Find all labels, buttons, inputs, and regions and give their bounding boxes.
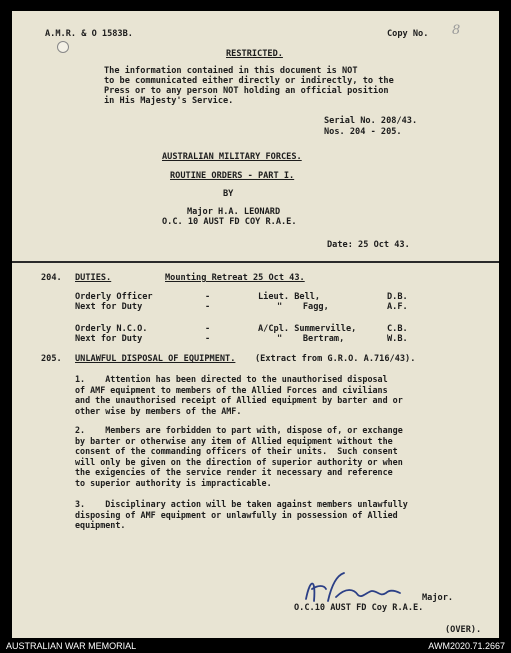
order-reference: (Extract from G.R.O. A.716/43). xyxy=(255,354,416,364)
duty-sep: - xyxy=(205,334,211,344)
issuer-name: Major H.A. LEONARD xyxy=(187,207,281,217)
issuer-unit: O.C. 10 AUST FD COY R.A.E. xyxy=(162,217,297,227)
duty-role: Orderly Officer xyxy=(75,292,153,302)
copy-label: Copy No. xyxy=(387,29,429,39)
order-number-205: 205. xyxy=(41,354,62,364)
duty-coy: A.F. xyxy=(387,302,408,312)
duty-coy: W.B. xyxy=(387,334,408,344)
over-marker: (OVER). xyxy=(445,625,482,635)
copy-number: 8 xyxy=(452,23,461,38)
duty-name: " Fagg, xyxy=(277,302,329,312)
serial-number: Serial No. 208/43. xyxy=(324,116,418,126)
forces-title: AUSTRALIAN MILITARY FORCES. xyxy=(162,152,302,162)
form-reference: A.M.R. & O 1583B. xyxy=(45,29,133,39)
order-number-204: 204. xyxy=(41,273,62,283)
order-numbers: Nos. 204 - 205. xyxy=(324,127,402,137)
duty-sep: - xyxy=(205,292,211,302)
footer-accession-number: AWM2020.71.2667 xyxy=(428,641,505,651)
paragraph-1: 1. Attention has been directed to the unauthorised disposal of AMF equipment to members of the Allied Forces and civilians and the unauthorised receipt of Allied equipment by barter and or other wise by members of the AMF. xyxy=(75,374,403,416)
duty-sep: - xyxy=(205,324,211,334)
duty-role: Next for Duty xyxy=(75,302,143,312)
duty-coy: D.B. xyxy=(387,292,408,302)
notice-line-2: to be communicated either directly or indirectly, to the xyxy=(104,76,394,86)
divider-line xyxy=(12,261,499,263)
notice-line-3: Press or to any person NOT holding an official position xyxy=(104,86,389,96)
orders-title: ROUTINE ORDERS - PART I. xyxy=(170,171,295,181)
order-heading-equipment: UNLAWFUL DISPOSAL OF EQUIPMENT. xyxy=(75,354,236,364)
duty-name: A/Cpl. Summerville, xyxy=(258,324,357,334)
duty-coy: C.B. xyxy=(387,324,408,334)
paragraph-3: 3. Disciplinary action will be taken against members unlawfully disposing of AMF equipment or unlawfully in possession of Allied equipment. xyxy=(75,499,408,530)
duty-role: Next for Duty xyxy=(75,334,143,344)
document-page xyxy=(12,11,499,638)
order-date: Date: 25 Oct 43. xyxy=(327,240,410,250)
order-heading-duties: DUTIES. xyxy=(75,273,112,283)
duty-name: Lieut. Bell, xyxy=(258,292,321,302)
signature-rank: Major. xyxy=(422,593,454,603)
notice-line-4: in His Majesty's Service. xyxy=(104,96,234,106)
classification: RESTRICTED. xyxy=(226,49,283,59)
mounting-line: Mounting Retreat 25 Oct 43. xyxy=(165,273,305,283)
footer-institution: AUSTRALIAN WAR MEMORIAL xyxy=(6,641,137,651)
signature-unit: O.C.10 AUST FD Coy R.A.E. xyxy=(294,603,424,613)
by-label: BY xyxy=(223,189,234,199)
notice-line-1: The information contained in this document is NOT xyxy=(104,66,358,76)
duty-role: Orderly N.C.O. xyxy=(75,324,148,334)
duty-sep: - xyxy=(205,302,211,312)
duty-name: " Bertram, xyxy=(277,334,345,344)
punch-hole xyxy=(57,41,69,53)
paragraph-2: 2. Members are forbidden to part with, dispose of, or exchange by barter or otherwise any item of Allied equipment without the consent of the commanding officers of their units. Such consent will only be given on the direction of superior authority or when the exigencies of the service render it necessary and reference to superior authority is impracticable. xyxy=(75,425,403,488)
